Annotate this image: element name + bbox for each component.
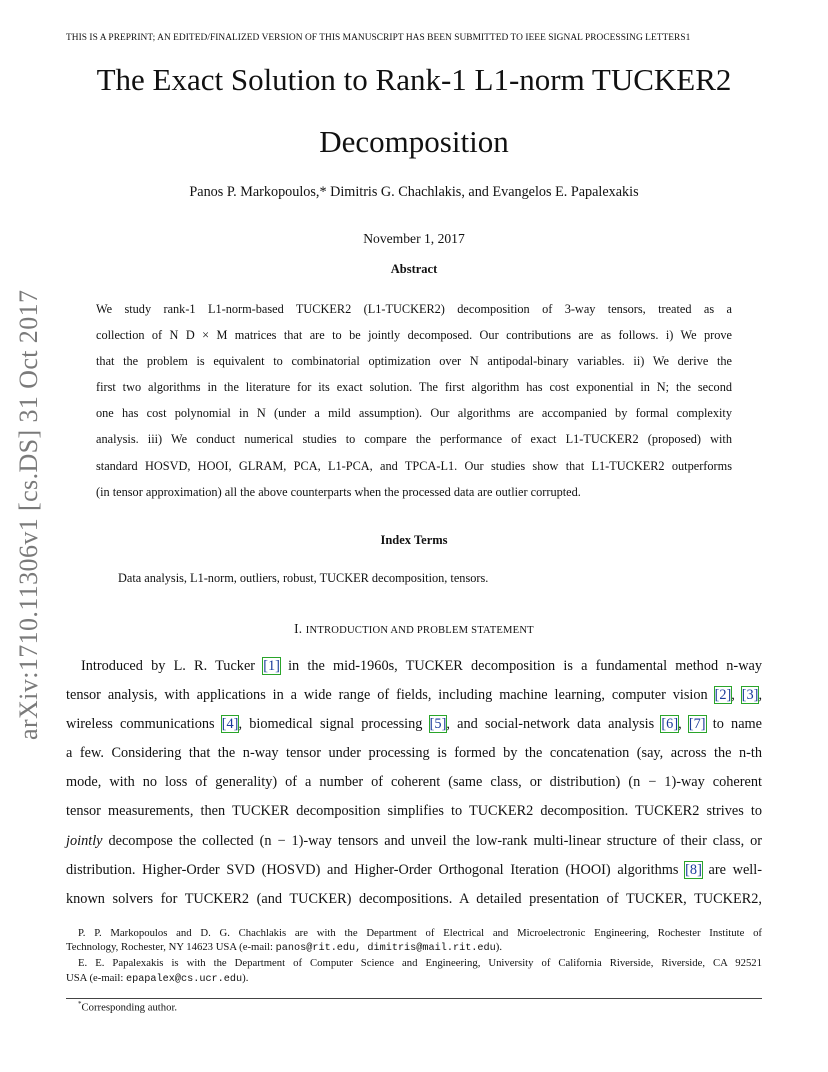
- author-list: Panos P. Markopoulos,* Dimitris G. Chachlakis, and Evangelos E. Papalexakis: [189, 184, 639, 200]
- footnote-line: P. P. Markopoulos and D. G. Chachlakis are with the Department of Electrical and Microelectronic Engineering, Rochester Institute of: [78, 927, 762, 939]
- citation-link[interactable]: [7]: [688, 716, 706, 733]
- abstract-line: one has cost polynomial in N (under a mild assumption). Our algorithms are accompanied by formal complexity: [96, 406, 732, 421]
- running-header: THIS IS A PREPRINT; AN EDITED/FINALIZED VERSION OF THIS MANUSCRIPT HAS BEEN SUBMITTED TO IEEE SIGNAL PROCESSING LETTERS1: [66, 33, 691, 43]
- abstract-line: We study rank-1 L1-norm-based TUCKER2 (L1-TUCKER2) decomposition of 3-way tensors, treated as a: [96, 302, 732, 316]
- abstract-line: (in tensor approximation) all the above counterparts when the processed data are outlier corrupted.: [96, 484, 581, 499]
- paper-title-line-1: The Exact Solution to Rank-1 L1-norm TUCKER2: [96, 62, 732, 97]
- body-line: known solvers for TUCKER2 (and TUCKER) decompositions. A detailed presentation of TUCKER, TUCKER2,: [66, 890, 762, 907]
- arxiv-stamp: arXiv:1710.11306v1 [cs.DS] 31 Oct 2017: [14, 289, 43, 740]
- publication-date: November 1, 2017: [363, 231, 465, 246]
- footnote-rule: [66, 998, 762, 999]
- citation-link[interactable]: [3]: [741, 687, 759, 704]
- body-line: tensor analysis, with applications in a wide range of fields, including machine learning, computer vision [2], [3],: [66, 687, 763, 704]
- corresponding-author-note: *Corresponding author.: [78, 1000, 178, 1014]
- body-line: tensor measurements, then TUCKER decomposition simplifies to TUCKER2 decomposition. TUCKER2 strives to: [66, 803, 762, 820]
- abstract-line: that the problem is equivalent to combinatorial optimization over N antipodal-binary variables. ii) We derive the: [96, 354, 732, 369]
- body-line: jointly decompose the collected (n − 1)-way tensors and unveil the low-rank multi-linear structure of their class, or: [66, 832, 762, 849]
- abstract-line: analysis. iii) We conduct numerical studies to compare the performance of exact L1-TUCKER2 (proposed) with: [96, 432, 732, 447]
- citation-link[interactable]: [1]: [263, 658, 280, 674]
- body-line: mode, with no loss of generality) of a number of coherent (same class, or distribution) (n − 1)-way coherent: [66, 774, 762, 791]
- abstract-line: collection of N D × M matrices that are to be jointly decomposed. Our contributions are as follows. i) We prove: [96, 328, 732, 343]
- body-text: [66, 652, 762, 914]
- section-title: INTRODUCTION AND PROBLEM STATEMENT: [305, 625, 534, 636]
- citation-link[interactable]: [4]: [221, 716, 239, 733]
- body-line: a few. Considering that the n-way tensor under processing is formed by the concatenation (say, across the n-th: [66, 745, 762, 762]
- citation-link[interactable]: [5]: [429, 716, 447, 733]
- section-number: I.: [294, 621, 303, 636]
- footnote-line: USA (e-mail: epapalex@cs.ucr.edu).: [66, 971, 249, 985]
- citation-link[interactable]: [2]: [714, 687, 732, 704]
- footnote-line: E. E. Papalexakis is with the Department of Computer Science and Engineering, University of California Riverside, Riverside, CA 92521: [78, 957, 762, 970]
- section-heading: [0, 621, 828, 637]
- abstract-line: first two algorithms in the literature for its exact solution. The first algorithm has cost exponential in N; the second: [96, 380, 732, 395]
- index-terms-heading: Index Terms: [380, 533, 448, 547]
- email-address: epapalex@cs.ucr.edu: [125, 973, 243, 985]
- abstract-line: standard HOSVD, HOOI, GLRAM, PCA, L1-PCA, and TPCA-L1. Our studies show that L1-TUCKER2 outperforms: [96, 458, 732, 473]
- email-address: panos@rit.edu, dimitris@mail.rit.edu: [275, 943, 496, 955]
- paper-title-line-2: Decomposition: [319, 124, 509, 159]
- body-line: distribution. Higher-Order SVD (HOSVD) and Higher-Order Orthogonal Iteration (HOOI) algorithms [8] are well-: [66, 861, 763, 878]
- footnote-line: Technology, Rochester, NY 14623 USA (e-mail: panos@rit.edu, dimitris@mail.rit.edu).: [66, 941, 502, 955]
- body-line: wireless communications [4], biomedical signal processing [5], and social-network data analysis [6], [7] to name: [66, 716, 763, 733]
- citation-link[interactable]: [6]: [661, 716, 679, 733]
- abstract-heading: Abstract: [390, 262, 438, 276]
- citation-link[interactable]: [8]: [685, 861, 702, 878]
- affiliation-footnotes: [66, 926, 762, 987]
- abstract-body: [96, 296, 732, 505]
- body-line: Introduced by L. R. Tucker [1] in the mid-1960s, TUCKER decomposition is a fundamental method n-way: [81, 658, 763, 674]
- index-terms: Data analysis, L1-norm, outliers, robust, TUCKER decomposition, tensors.: [118, 571, 489, 585]
